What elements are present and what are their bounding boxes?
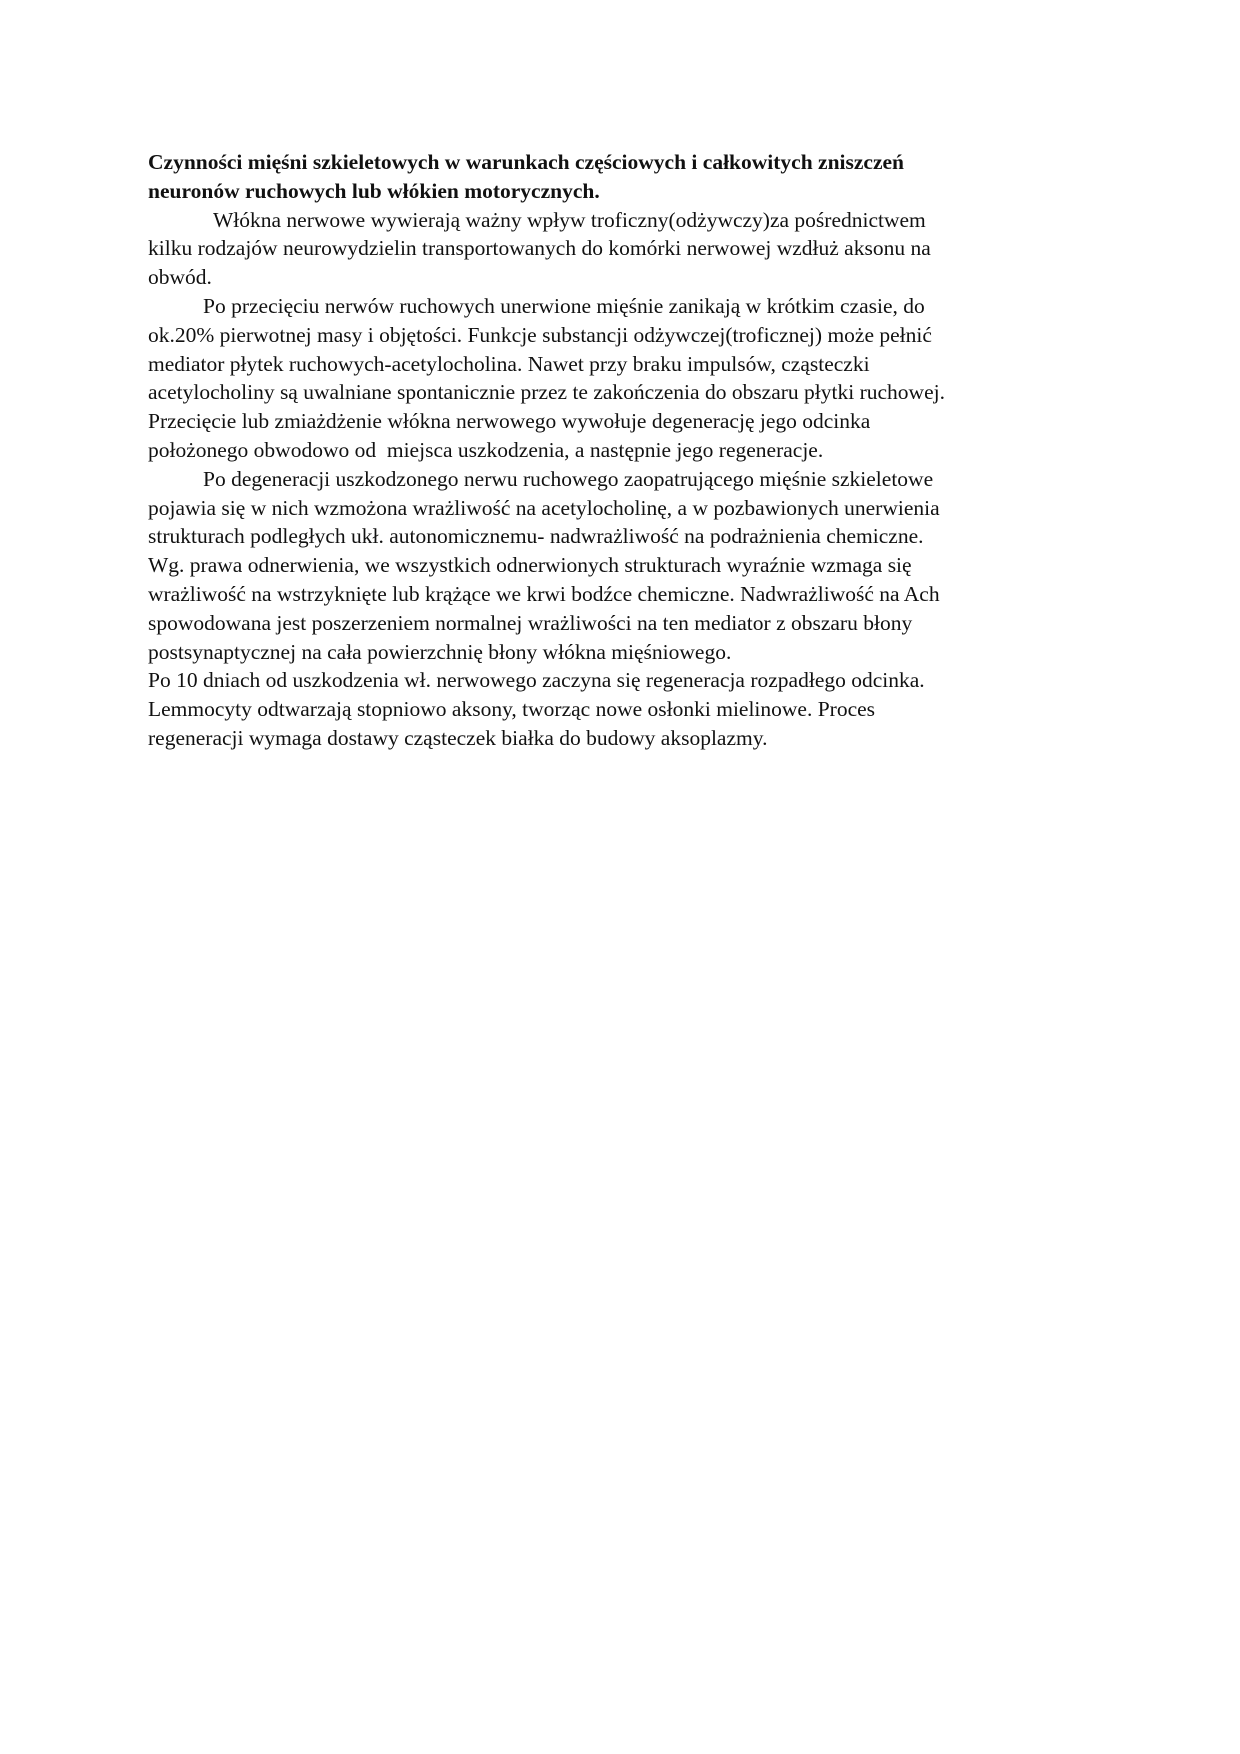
paragraph-line: Lemmocyty odtwarzają stopniowo aksony, tworząc nowe osłonki mielinowe. Proces: [148, 697, 876, 722]
paragraph-line: spowodowana jest poszerzeniem normalnej wrażliwości na ten mediator z obszaru błony: [148, 610, 913, 635]
paragraph-4: [148, 666, 1088, 752]
document-title: [148, 148, 1088, 206]
paragraph-line: Po 10 dniach od uszkodzenia wł. nerwowego zaczyna się regeneracja rozpadłego odcinka.: [148, 668, 925, 693]
paragraph-line: strukturach podległych ukł. autonomicznemu- nadwrażliwość na podrażnienia chemiczne.: [148, 524, 924, 549]
paragraph-line: Włókna nerwowe wywierają ważny wpływ troficzny(odżywczy)za pośrednictwem: [208, 207, 926, 232]
paragraph-3: [148, 465, 1088, 667]
paragraph-line: obwód.: [148, 265, 212, 290]
paragraph-line: kilku rodzajów neurowydzielin transportowanych do komórki nerwowej wzdłuż aksonu na: [148, 236, 931, 261]
paragraph-line: Przecięcie lub zmiażdżenie włókna nerwowego wywołuje degenerację jego odcinka: [148, 409, 871, 434]
paragraph-line: Po przecięciu nerwów ruchowych unerwione mięśnie zanikają w krótkim czasie, do: [203, 293, 925, 318]
paragraph-line: postsynaptycznej na cała powierzchnię błony włókna mięśniowego.: [148, 639, 732, 664]
paragraph-line: regeneracji wymaga dostawy cząsteczek białka do budowy aksoplazmy.: [148, 725, 768, 750]
paragraph-line: ok.20% pierwotnej masy i objętości. Funkcje substancji odżywczej(troficznej) może pełnić: [148, 322, 932, 347]
paragraph-line: Wg. prawa odnerwienia, we wszystkich odnerwionych strukturach wyraźnie wzmaga się: [148, 553, 912, 578]
title-line: neuronów ruchowych lub włókien motorycznych.: [148, 178, 600, 203]
paragraph-line: wrażliwość na wstrzyknięte lub krążące we krwi bodźce chemiczne. Nadwrażliwość na Ach: [148, 581, 940, 606]
paragraph-1: [148, 206, 1088, 292]
paragraph-line: mediator płytek ruchowych-acetylocholina. Nawet przy braku impulsów, cząsteczki: [148, 351, 870, 376]
paragraph-line: Po degeneracji uszkodzonego nerwu ruchowego zaopatrującego mięśnie szkieletowe: [203, 466, 934, 491]
title-line: Czynności mięśni szkieletowych w warunkach częściowych i całkowitych zniszczeń: [148, 150, 905, 174]
document-body: [148, 148, 1088, 753]
paragraph-line: pojawia się w nich wzmożona wrażliwość na acetylocholinę, a w pozbawionych unerwienia: [148, 495, 940, 520]
paragraph-line: acetylocholiny są uwalniane spontanicznie przez te zakończenia do obszaru płytki ruchowej.: [148, 380, 945, 405]
paragraph-line: położonego obwodowo od miejsca uszkodzenia, a następnie jego regeneracje.: [148, 437, 824, 462]
paragraph-2: [148, 292, 1088, 465]
